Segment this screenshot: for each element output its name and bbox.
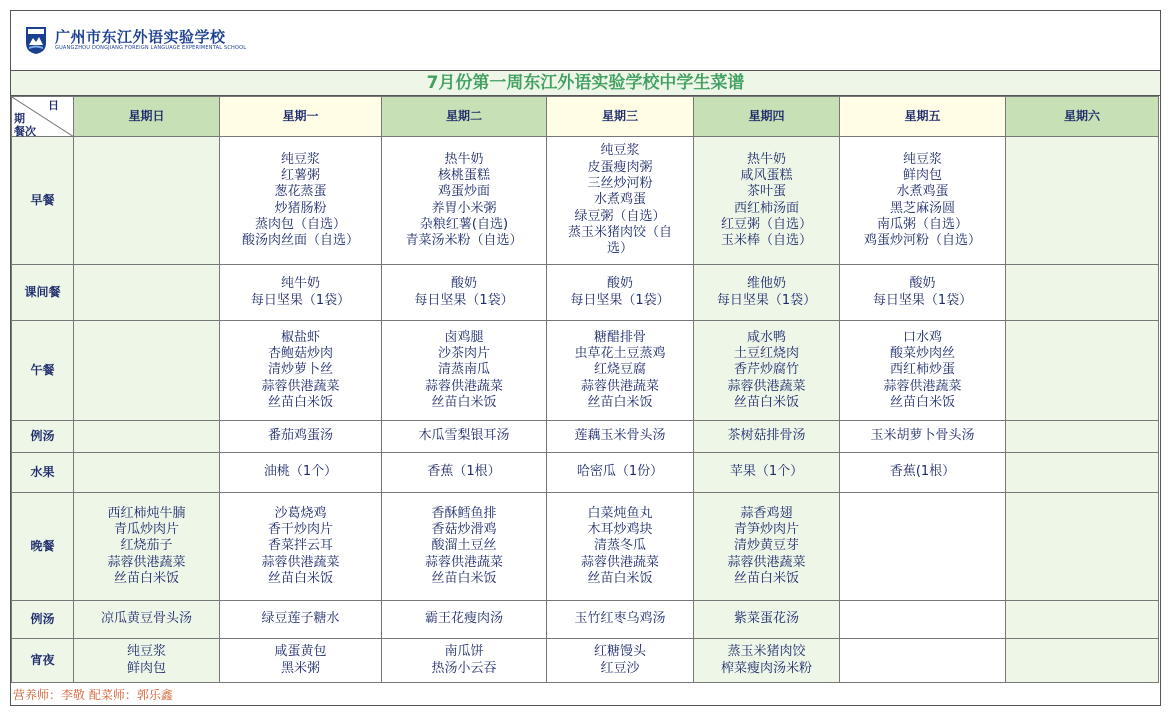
dish-item: 红糖馒头 [593,644,646,660]
dish-item: 清蒸冬瓜 [593,538,646,554]
dish-item: 每日坚果（1袋） [250,292,351,308]
dish-item: 蒜蓉供港蔬菜 [261,378,340,394]
day-header: 星期二 [382,97,547,137]
dish-item: 每日坚果（1袋） [414,292,514,308]
dish-item: 西红柿炒蛋 [889,362,955,378]
dish-item: 杂粮红薯(自选) [419,216,509,232]
dish-item: 玉米胡萝卜骨头汤 [870,428,975,444]
day-header: 星期三 [547,97,694,137]
dish-item: 香菜拌云耳 [267,538,333,554]
dish-item: 热汤小云吞 [431,660,497,676]
dish-item: 蒜蓉供港蔬菜 [580,554,659,570]
dish-item: 茶叶蛋 [746,184,786,200]
dish-item: 红烧茄子 [120,538,173,554]
day-header: 星期四 [694,97,840,137]
dish-item: 番茄鸡蛋汤 [267,428,333,444]
staff-credits: 营养师：李敬 配菜师：郭乐鑫 [13,688,173,702]
day-header: 星期日 [74,97,220,137]
menu-cell [840,493,1006,601]
dish-item: 紫菜蛋花汤 [733,611,799,627]
menu-cell [1006,639,1159,683]
menu-cell [382,453,547,493]
school-name-english: GUANGZHOU DONGJIANG FOREIGN LANGUAGE EXPERIMENTAL SCHOOL [55,45,247,51]
dish-item: 维他奶 [746,276,786,292]
menu-cell [840,321,1006,421]
dish-item: 纯豆浆 [280,151,320,167]
menu-cell [694,137,840,265]
menu-cell [1006,453,1159,493]
day-header: 星期一 [220,97,382,137]
menu-cell [1006,137,1159,265]
dish-item: 糖醋排骨 [593,329,646,345]
corner-day-label: 日 [48,99,59,112]
dish-item: 哈密瓜（1份） [576,464,664,480]
dish-item: 口水鸡 [902,329,942,345]
dish-item: 酸奶 [606,276,633,292]
menu-cell [382,137,547,265]
dish-item: 玉米棒（自选） [720,233,812,249]
meal-label: 例汤 [12,601,74,639]
menu-cell [74,493,220,601]
menu-cell [382,421,547,453]
dish-item: 蒜蓉供港蔬菜 [580,378,659,394]
menu-cell [547,321,694,421]
menu-cell [382,493,547,601]
dish-item: 丝苗白米饭 [587,394,653,410]
menu-cell [694,453,840,493]
meal-row [12,421,1159,453]
dish-item: 香蕉（1根） [427,464,501,480]
dish-item: 红豆粥（自选） [720,216,812,232]
menu-cell [74,137,220,265]
dish-item: 鲜肉包 [902,167,942,183]
dish-item: 黑米粥 [280,660,320,676]
menu-cell [1006,421,1159,453]
dish-item: 丝苗白米饭 [587,570,653,586]
dish-item: 白菜炖鱼丸 [587,505,653,521]
menu-cell [547,493,694,601]
dish-item: 红薯粥 [280,167,320,183]
meal-label: 宵夜 [12,639,74,683]
corner-period-label: 期 [14,112,25,125]
menu-cell [74,601,220,639]
dish-item: 水煮鸡蛋 [593,192,646,208]
menu-cell [1006,265,1159,321]
dish-item: 清蒸南瓜 [437,362,490,378]
menu-cell [694,493,840,601]
dish-item: 纯豆浆 [600,143,640,159]
dish-item: 凉瓜黄豆骨头汤 [100,611,192,627]
dish-item: 油桃（1个） [263,464,338,480]
menu-cell [840,265,1006,321]
dish-item: 青笋炒肉片 [733,522,799,538]
dish-item: 选） [606,241,633,257]
dish-item: 蒜蓉供港蔬菜 [727,554,806,570]
dish-item: 南瓜粥（自选） [876,216,968,232]
dish-item: 香干炒肉片 [267,522,333,538]
dish-item: 蒜香鸡翅 [740,505,793,521]
dish-item: 葱花蒸蛋 [274,184,327,200]
meal-label: 水果 [12,453,74,493]
menu-cell [220,265,382,321]
school-emblem-icon [25,25,47,55]
dish-item: 丝苗白米饭 [889,394,955,410]
day-header: 星期五 [840,97,1006,137]
menu-cell [694,265,840,321]
dish-item: 南瓜饼 [444,644,484,660]
dish-item: 蒜蓉供港蔬菜 [424,554,503,570]
dish-item: 木瓜雪梨银耳汤 [418,428,510,444]
menu-cell [220,421,382,453]
menu-cell [547,137,694,265]
dish-item: 酸奶 [450,276,477,292]
dish-item: 鸡蛋炒面 [437,184,490,200]
dish-item: 西红柿炖牛腩 [107,505,186,521]
dish-item: 蒸玉米猪肉饺（自 [567,224,672,240]
menu-cell [1006,493,1159,601]
dish-item: 丝苗白米饭 [267,394,333,410]
menu-cell [220,601,382,639]
dish-item: 纯牛奶 [280,276,320,292]
menu-cell [382,601,547,639]
dish-item: 纯豆浆 [902,151,942,167]
corner-cell [12,97,74,137]
dish-item: 杏鲍菇炒肉 [267,346,333,362]
dish-item: 蒸玉米猪肉饺 [727,644,806,660]
day-header-row [12,97,1159,137]
dish-item: 西红柿汤面 [733,200,799,216]
dish-item: 蒜蓉供港蔬菜 [883,378,962,394]
menu-cell [220,493,382,601]
menu-cell [74,639,220,683]
dish-item: 鲜肉包 [126,660,166,676]
dish-item: 香芹炒腐竹 [733,362,799,378]
dish-item: 蒜蓉供港蔬菜 [107,554,186,570]
meal-row [12,137,1159,265]
menu-cell [74,321,220,421]
dish-item: 每日坚果（1袋） [716,292,817,308]
meal-row [12,453,1159,493]
dish-item: 椒盐虾 [280,329,320,345]
dish-item: 莲藕玉米骨头汤 [574,428,666,444]
menu-cell [220,321,382,421]
meal-row [12,265,1159,321]
dish-item: 苹果（1个） [729,464,804,480]
menu-cell [220,639,382,683]
menu-cell [382,639,547,683]
dish-item: 香酥鳕鱼排 [431,505,497,521]
menu-cell [220,137,382,265]
menu-cell [74,453,220,493]
dish-item: 酸菜炒肉丝 [889,346,955,362]
menu-cell [840,453,1006,493]
dish-item: 香菇炒滑鸡 [431,522,497,538]
meal-row [12,601,1159,639]
dish-item: 三丝炒河粉 [587,176,653,192]
meal-label: 午餐 [12,321,74,421]
dish-item: 丝苗白米饭 [267,570,333,586]
menu-cell [1006,321,1159,421]
menu-cell [840,421,1006,453]
dish-item: 蒜蓉供港蔬菜 [261,554,340,570]
dish-item: 咸风蛋糕 [740,167,793,183]
dish-item: 每日坚果（1袋） [872,292,973,308]
menu-sheet [10,10,1161,706]
dish-item: 丝苗白米饭 [113,570,179,586]
dish-item: 黑芝麻汤圆 [889,200,955,216]
dish-item: 沙葛烧鸡 [274,505,327,521]
menu-cell [1006,601,1159,639]
dish-item: 虫草花土豆蒸鸡 [574,346,666,362]
dish-item: 玉竹红枣乌鸡汤 [574,611,666,627]
dish-item: 丝苗白米饭 [733,570,799,586]
menu-title: 7月份第一周东江外语实验学校中学生菜谱 [11,71,1160,96]
dish-item: 酸汤肉丝面（自选） [241,233,359,249]
dish-item: 榨菜瘦肉汤米粉 [720,660,812,676]
menu-cell [694,321,840,421]
dish-item: 香蕉(1根） [889,464,956,480]
meal-label: 例汤 [12,421,74,453]
dish-item: 丝苗白米饭 [733,394,799,410]
dish-item: 纯豆浆 [126,644,166,660]
menu-cell [382,265,547,321]
dish-item: 红烧豆腐 [593,362,646,378]
dish-item: 丝苗白米饭 [431,394,497,410]
dish-item: 酸奶 [909,276,936,292]
menu-cell [840,601,1006,639]
dish-item: 青菜汤米粉（自选） [405,233,523,249]
dish-item: 丝苗白米饭 [431,570,497,586]
dish-item: 木耳炒鸡块 [587,522,653,538]
dish-item: 热牛奶 [746,151,786,167]
dish-item: 绿豆粥（自选） [574,208,666,224]
dish-item: 蒜蓉供港蔬菜 [424,378,503,394]
menu-cell [547,421,694,453]
menu-cell [694,601,840,639]
dish-item: 卤鸡腿 [444,329,484,345]
menu-cell [694,639,840,683]
menu-cell [382,321,547,421]
menu-cell [547,601,694,639]
menu-cell [547,639,694,683]
dish-item: 水煮鸡蛋 [896,184,949,200]
dish-item: 热牛奶 [444,151,484,167]
menu-cell [840,639,1006,683]
menu-cell [74,265,220,321]
dish-item: 青瓜炒肉片 [113,522,179,538]
meal-row [12,321,1159,421]
dish-item: 清炒黄豆芽 [733,538,799,554]
meal-row [12,493,1159,601]
school-name: 广州市东江外语实验学校 [55,28,226,46]
dish-item: 养胃小米粥 [431,200,497,216]
meal-label: 课间餐 [12,265,74,321]
dish-item: 红豆沙 [600,660,640,676]
dish-item: 核桃蛋糕 [437,167,490,183]
menu-cell [840,137,1006,265]
menu-cell [547,453,694,493]
dish-item: 蒜蓉供港蔬菜 [727,378,806,394]
meal-label: 早餐 [12,137,74,265]
day-header: 星期六 [1006,97,1159,137]
dish-item: 茶树菇排骨汤 [727,428,806,444]
school-header [11,11,1160,71]
menu-cell [74,421,220,453]
menu-table [11,96,1159,683]
dish-item: 咸蛋黄包 [274,644,327,660]
dish-item: 炒猪肠粉 [274,200,327,216]
dish-item: 沙茶肉片 [437,346,490,362]
dish-item: 蒸肉包（自选） [254,216,346,232]
dish-item: 霸王花瘦肉汤 [424,611,503,627]
corner-meal-label: 餐次 [14,125,36,138]
dish-item: 清炒萝卜丝 [267,362,333,378]
menu-cell [220,453,382,493]
meal-label: 晚餐 [12,493,74,601]
dish-item: 土豆红烧肉 [733,346,799,362]
dish-item: 咸水鸭 [746,329,786,345]
meal-row [12,639,1159,683]
dish-item: 鸡蛋炒河粉（自选） [863,233,981,249]
menu-cell [694,421,840,453]
dish-item: 皮蛋瘦肉粥 [587,159,653,175]
dish-item: 每日坚果（1袋） [570,292,670,308]
menu-cell [547,265,694,321]
dish-item: 酸溜土豆丝 [431,538,497,554]
dish-item: 绿豆莲子糖水 [261,611,340,627]
